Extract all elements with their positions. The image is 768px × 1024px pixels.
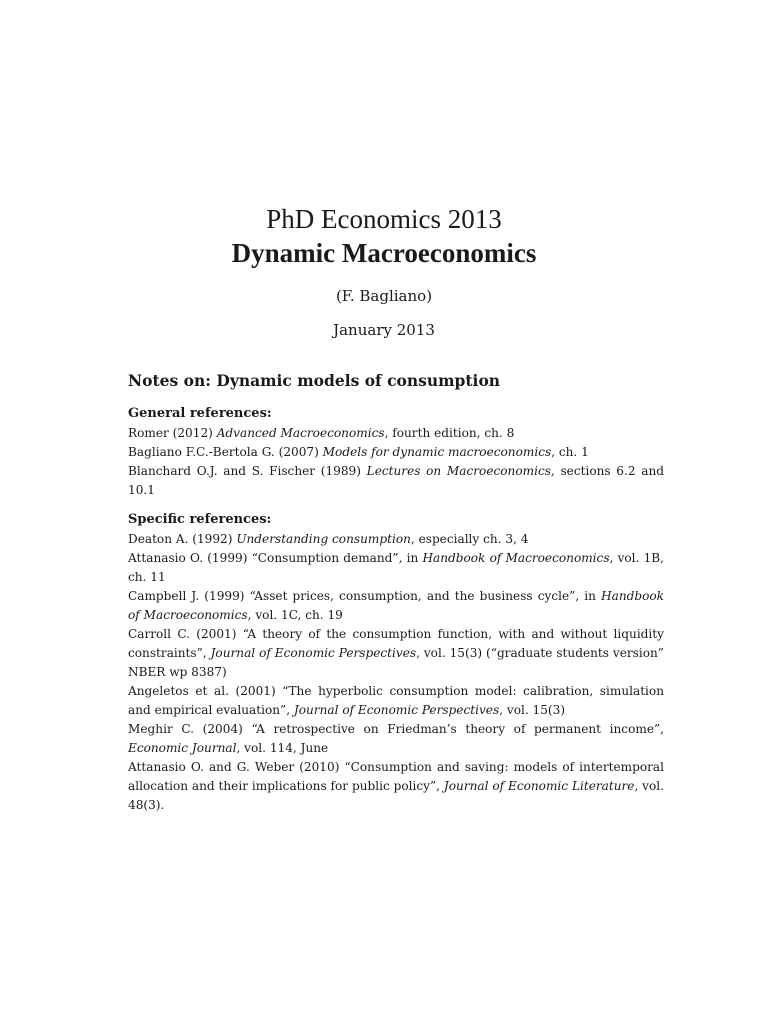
ref-details: , vol. 1C, ch. 19	[247, 608, 343, 622]
reference-item	[128, 682, 664, 720]
ref-authors: Meghir C. (2004) “A retrospective on Friedman’s theory of permanent income”,	[128, 722, 664, 736]
ref-work: Models for dynamic macroeconomics	[322, 445, 552, 459]
ref-details: , especially ch. 3, 4	[410, 532, 529, 546]
reference-item	[128, 625, 664, 682]
ref-work: Understanding consumption	[236, 532, 411, 546]
ref-authors: Campbell J. (1999) “Asset prices, consumption, and the business cycle”, in	[128, 589, 602, 603]
ref-details: , sections 6.2 and 10.1	[128, 464, 664, 497]
reference-item	[128, 549, 664, 587]
ref-details: , vol. 15(3)	[499, 703, 566, 717]
ref-authors: Deaton A. (1992)	[128, 532, 237, 546]
ref-authors: Bagliano F.C.-Bertola G. (2007)	[128, 445, 323, 459]
ref-work: Economic Journal	[128, 741, 237, 755]
ref-details: , vol. 48(3).	[128, 779, 664, 812]
specific-references-list	[128, 530, 664, 815]
spacer	[128, 500, 664, 512]
general-references-heading: General references:	[128, 406, 272, 421]
ref-work: Journal of Economic Literature	[443, 779, 635, 793]
ref-work: Journal of Economic Perspectives	[210, 646, 417, 660]
ref-details: , vol. 114, June	[236, 741, 329, 755]
ref-details: , ch. 1	[551, 445, 589, 459]
ref-authors: Attanasio O. (1999) “Consumption demand”, in	[128, 551, 423, 565]
title-block	[0, 202, 768, 339]
reference-item	[128, 424, 664, 443]
ref-authors: Attanasio O. and G. Weber (2010) “Consumption and saving: models of intertemporal allocation and their implications for public policy”,	[128, 760, 664, 793]
general-references-list	[128, 424, 664, 500]
date: January 2013	[333, 321, 435, 339]
ref-authors: Carroll C. (2001) “A theory of the consumption function, with and without liquidity constraints”,	[128, 627, 664, 660]
course-subtitle: Dynamic Macroeconomics	[231, 238, 537, 268]
reference-item	[128, 530, 664, 549]
specific-references-heading: Specific references:	[128, 512, 272, 527]
reference-item	[128, 462, 664, 500]
reference-item	[128, 720, 664, 758]
ref-details: , vol. 1B, ch. 11	[128, 551, 665, 584]
ref-details: , fourth edition, ch. 8	[384, 426, 515, 440]
ref-work: Advanced Macroeconomics	[216, 426, 385, 440]
ref-authors: Blanchard O.J. and S. Fischer (1989)	[128, 464, 367, 478]
content	[128, 371, 664, 815]
reference-item	[128, 587, 664, 625]
notes-heading: Notes on: Dynamic models of consumption	[128, 371, 501, 390]
ref-work: Handbook of Macroeconomics	[128, 589, 664, 622]
author: (F. Bagliano)	[335, 287, 433, 305]
ref-work: Lectures on Macroeconomics	[366, 464, 551, 478]
ref-work: Journal of Economic Perspectives	[293, 703, 500, 717]
ref-authors: Romer (2012)	[128, 426, 217, 440]
reference-item	[128, 758, 664, 815]
ref-work: Handbook of Macroeconomics	[422, 551, 610, 565]
ref-details: , vol. 15(3) (“graduate students version” NBER wp 8387)	[128, 646, 664, 679]
reference-item	[128, 443, 664, 462]
course-title: PhD Economics 2013	[266, 204, 502, 234]
ref-authors: Angeletos et al. (2001) “The hyperbolic consumption model: calibration, simulation and empirical evaluation”,	[128, 684, 664, 717]
